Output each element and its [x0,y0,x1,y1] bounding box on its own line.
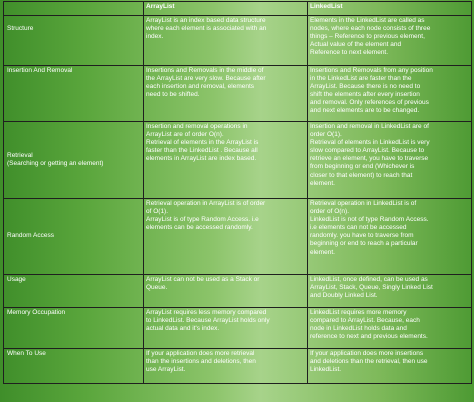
cell-line: reference to next and previous elements. [310,333,428,341]
cell-line: element. [310,248,335,256]
cell-line: ArrayList, Stack, Queue, Singly Linked List [310,284,433,292]
row-label-text: Memory Occupation [7,309,66,316]
cell-line: elements in ArrayList are index based. [146,155,257,163]
linkedlist-cell-usage [308,275,472,308]
cell-line: Reference to next element. [310,49,389,57]
cell-line: ArrayList can not be used as a Stack or [146,276,260,283]
cell-line: ArrayList is of type Random Access. i.e [146,216,259,224]
row-label-structure [4,16,144,66]
cell-line: randomly. you have to traverse from [310,232,414,240]
header-empty-cell [4,2,144,16]
comparison-table [3,1,472,384]
cell-line: elements can be accessed randomly. [146,224,253,232]
cell-line: faster than the LinkedList . Because all [146,147,258,155]
cell-line: Insertion and removal in LinkedList are of [310,123,429,130]
cell-line: ArrayList is an index based data structure [146,17,266,24]
cell-line: index. [146,33,164,41]
cell-line: and deletions than the retrieval, then use [310,358,428,366]
row-label-insertion-removal [4,66,144,122]
cell-line: i.e elements can not be accessed [310,224,407,232]
row-label-text: When To Use [7,350,46,357]
cell-line: beginning or end to reach a particular [310,240,418,248]
cell-line: element. [310,179,335,187]
row-label-memory-occupation [4,308,144,349]
cell-line: ArrayList requires less memory compared [146,309,267,316]
arraylist-cell-random-access [144,199,308,275]
cell-line: in the LinkedList are faster than the [310,75,412,83]
cell-line: LinkedList, once defined, can be used as [310,276,428,283]
cell-line: LinkedList. [310,366,342,374]
cell-line: actual data and it's index. [146,325,220,333]
cell-line: LinkedList requires more memory [310,309,407,316]
cell-line: the ArrayList are very slow. Because after [146,75,266,83]
cell-line: shift the elements after every insertion [310,91,420,99]
row-label-retrieval [4,122,144,199]
arraylist-cell-insertion-removal [144,66,308,122]
linkedlist-cell-insertion-removal [308,66,472,122]
cell-line: and next elements are to be changed. [310,107,420,115]
cell-line: things – Reference to previous element, [310,33,425,41]
row-label-usage [4,275,144,308]
cell-line: order O(1). [310,131,342,139]
row-label-text: Retrieval [7,151,33,159]
cell-line: Insertions and Removals in the middle of [146,67,264,74]
cell-line: need to be shifted. [146,91,200,99]
table-row-retrieval [4,122,472,199]
cell-line: compared to ArrayList. Because, each [310,317,420,325]
arraylist-cell-usage [144,275,308,308]
cell-line: retrieve an element, you have to traverse [310,155,429,163]
arraylist-cell-structure [144,16,308,66]
cell-line: nodes, where each node consists of three [310,25,431,33]
table-row-random-access [4,199,472,275]
cell-line: than the insertions and deletions, then [146,358,256,366]
table-row-insertion-removal [4,66,472,122]
row-label-when-to-use [4,349,144,384]
cell-line: and removal. Only references of previous [310,99,429,107]
cell-line: closer to that element) to reach that [310,171,413,179]
cell-line: where each element is associated with an [146,25,267,33]
cell-line: Insertions and Removals from any position [310,67,433,74]
arraylist-cell-when-to-use [144,349,308,384]
cell-line: Insertion and removal operations in [146,123,248,130]
row-label-text: Insertion And Removal [7,67,73,74]
cell-line: Retrieval of elements in LinkedList is very [310,139,430,147]
arraylist-cell-memory-occupation [144,308,308,349]
cell-line: LinkedList is not of type Random Access. [310,216,429,224]
row-label-random-access [4,199,144,275]
cell-line: and Doubly Linked List. [310,292,378,300]
cell-line: Elements in the LinkedList are called as [310,17,425,24]
arraylist-cell-retrieval [144,122,308,199]
linkedlist-cell-memory-occupation [308,308,472,349]
header-arraylist: ArrayList [144,2,308,16]
row-label-text: Usage [7,276,26,283]
cell-line: to LinkedList. Because ArrayList holds only [146,317,270,325]
cell-line: slow compared to ArrayList. Because to [310,147,425,155]
row-label-text: Structure [7,25,34,32]
cell-line: use ArrayList. [146,366,186,374]
linkedlist-cell-retrieval [308,122,472,199]
cell-line: If your application does more retrieval [146,350,255,357]
cell-line: each insertion and removal, elements [146,83,255,91]
linkedlist-cell-random-access [308,199,472,275]
table-row-when-to-use [4,349,472,384]
cell-line: Queue. [146,284,168,292]
table-row-structure [4,16,472,66]
cell-line: from beginning or end (Whichever is [310,163,415,171]
table-row-memory-occupation [4,308,472,349]
header-row [4,2,472,16]
cell-line: of O(1). [146,208,169,216]
cell-line: ArrayList are of order O(n). [146,131,224,139]
cell-line: Actual value of the element and [310,41,402,49]
cell-line: Retrieval operation in LinkedList is of [310,200,417,207]
cell-line: node in LinkedList holds data and [310,325,407,333]
cell-line: Retrieval operation in ArrayList is of order [146,200,266,207]
linkedlist-cell-when-to-use [308,349,472,384]
cell-line: ArrayList. Because there is no need to [310,83,421,91]
cell-line: If your application does more insertions [310,350,424,357]
row-label-text: Random Access [7,232,54,240]
cell-line: order of O(n). [310,208,350,216]
cell-line: Retrieval of elements in the ArrayList is [146,139,259,147]
table-row-usage [4,275,472,308]
linkedlist-cell-structure [308,16,472,66]
row-label-subtext: (Searching or getting an element) [7,160,104,167]
header-linkedlist: LinkedList [308,2,472,16]
